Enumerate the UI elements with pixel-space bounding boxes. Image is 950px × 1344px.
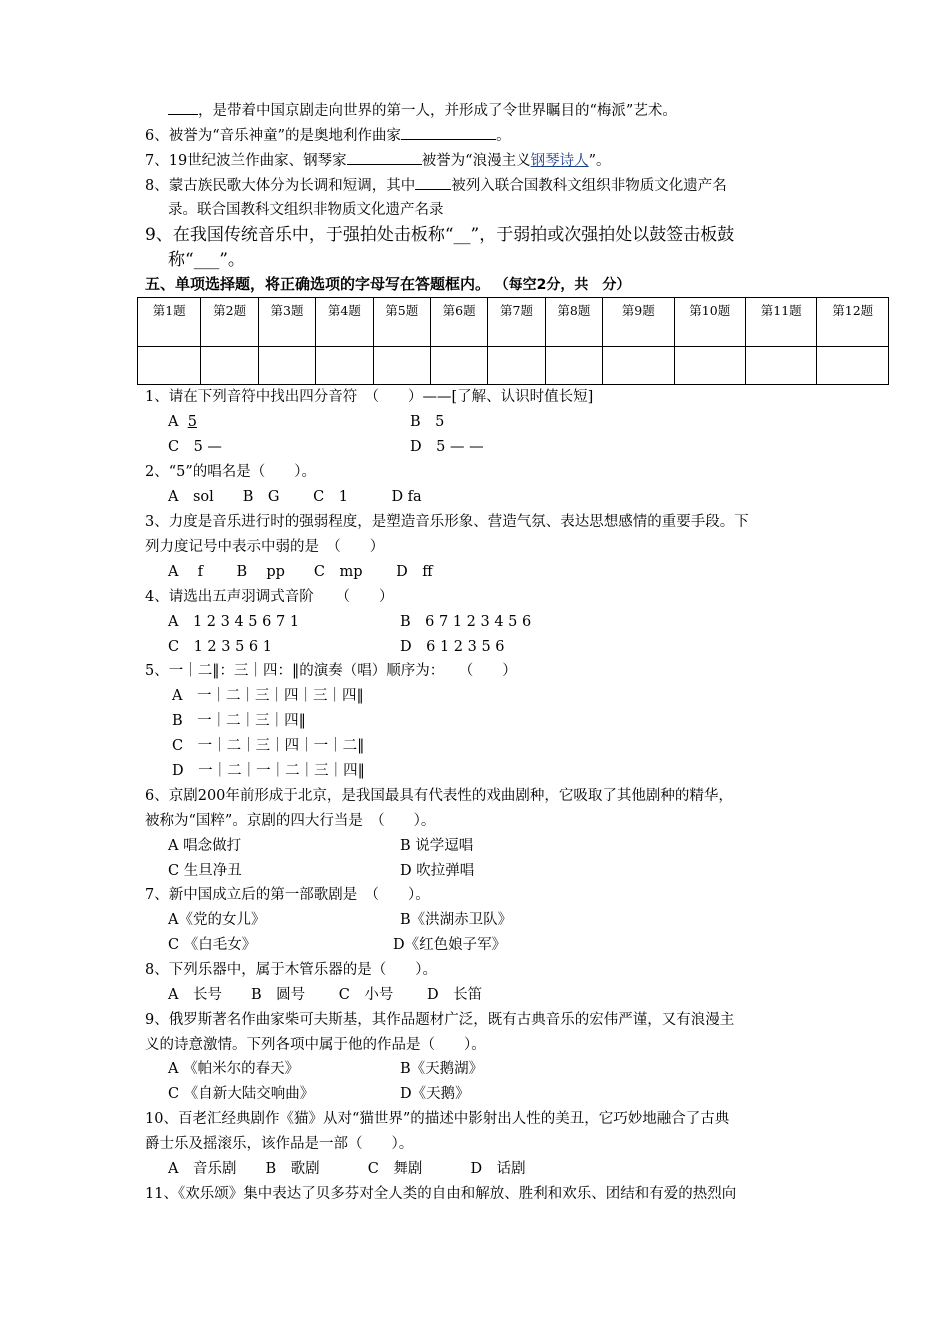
score-note: （每空2分，共 分）: [494, 277, 631, 293]
answer-blank: [401, 125, 496, 140]
answer-cell[interactable]: [674, 347, 745, 385]
q7-option-a: A《党的女儿》: [168, 912, 266, 928]
q4-option-d: D 6 1 2 3 5 6: [400, 639, 505, 655]
q10-options: A 音乐剧 B 歌剧 C 舞剧 D 话剧: [168, 1161, 526, 1177]
q8-options: A 长号 B 圆号 C 小号 D 长笛: [168, 987, 483, 1003]
q7-option-c: C 《白毛女》: [168, 937, 257, 953]
piano-poet-link[interactable]: 钢琴诗人: [530, 153, 589, 169]
q1-option-c: C 5 —: [168, 439, 222, 455]
q11-stem-line1: 11、《欢乐颂》集中表达了贝多芬对全人类的自由和解放、胜利和欢乐、团结和有爱的热烈向: [145, 1186, 737, 1202]
answer-cell[interactable]: [373, 347, 430, 385]
answer-table-header: 第11题: [745, 298, 816, 347]
fill-q5-line: ，是带着中国京剧走向世界的第一人，并形成了令世界瞩目的“梅派”艺术。: [168, 100, 838, 122]
answer-cell[interactable]: [316, 347, 373, 385]
section5-heading: 五、单项选择题，将正确选项的字母写在答题框内。 （每空2分，共 分）: [145, 275, 631, 293]
answer-table-answer-row: [138, 347, 889, 385]
q1-stem: 1、请在下列音符中找出四分音符 （ ）——[了解、认识时值长短]: [145, 389, 594, 405]
q10-stem-line2: 爵士乐及摇滚乐，该作品是一部（ ）。: [145, 1136, 414, 1152]
q9-option-b: B《天鹅湖》: [400, 1061, 484, 1077]
q5-option-c: C 一｜二｜三｜四｜一｜二‖: [172, 738, 365, 754]
answer-cell[interactable]: [201, 347, 258, 385]
answer-cell[interactable]: [138, 347, 201, 385]
q9-option-c: C 《自新大陆交响曲》: [168, 1086, 315, 1102]
q6-option-b: B 说学逗唱: [400, 838, 474, 854]
answer-table-header-row: [138, 298, 889, 347]
answer-cell[interactable]: [488, 347, 545, 385]
q9-option-d: D《天鹅》: [400, 1086, 470, 1102]
q3-stem-line1: 3、力度是音乐进行时的强弱程度，是塑造音乐形象、营造气氛、表达思想感情的重要手段。下: [145, 514, 749, 530]
q6-stem-line2: 被称为“国粹”。京剧的四大行当是 （ ）。: [145, 813, 436, 829]
q4-stem: 4、请选出五声羽调式音阶 （ ）: [145, 589, 394, 605]
answer-cell[interactable]: [258, 347, 315, 385]
q2-options: A sol B G C 1 D fa: [168, 489, 422, 505]
q2-stem: 2、“5”的唱名是（ ）。: [145, 464, 317, 480]
q6-option-a: A 唱念做打: [168, 838, 242, 854]
answer-table-header: 第1题: [138, 298, 201, 347]
answer-table-header: 第8题: [545, 298, 602, 347]
answer-cell[interactable]: [430, 347, 487, 385]
answer-table-header: 第2题: [201, 298, 258, 347]
q3-stem-line2: 列力度记号中表示中弱的是 （ ）: [145, 539, 385, 555]
q6-option-d: D 吹拉弹唱: [400, 863, 475, 879]
answer-table-header: 第9题: [603, 298, 674, 347]
q5-option-d: D 一｜二｜一｜二｜三｜四‖: [172, 763, 365, 779]
answer-table-header: 第10题: [674, 298, 745, 347]
q6-stem-line1: 6、京剧200年前形成于北京，是我国最具有代表性的戏曲剧种，它吸取了其他剧种的精华，: [145, 788, 733, 804]
answer-table-header: 第4题: [316, 298, 373, 347]
answer-table-header: 第5题: [373, 298, 430, 347]
fill-q7: 7、19世纪波兰作曲家、钢琴家 被誉为“浪漫主义钢琴诗人”。: [145, 150, 815, 172]
answer-blank: [168, 100, 198, 115]
q10-stem-line1: 10、百老汇经典剧作《猫》从对“猫世界”的描述中影射出人性的美丑，它巧妙地融合了古典: [145, 1111, 730, 1127]
answer-table-header: 第6题: [430, 298, 487, 347]
q5-option-a: A 一｜二｜三｜四｜三｜四‖: [172, 688, 364, 704]
q7-stem: 7、新中国成立后的第一部歌剧是 （ ）。: [145, 887, 430, 903]
answer-table: [137, 297, 889, 385]
q9-option-a: A 《帕米尔的春天》: [168, 1061, 300, 1077]
q4-option-c: C 1 2 3 5 6 1: [168, 639, 272, 655]
q4-option-b: B 6 7 1 2 3 4 5 6: [400, 614, 532, 630]
q1-option-a: A 5: [168, 414, 197, 430]
q9-stem-line2: 义的诗意激情。下列各项中属于他的作品是（ ）。: [145, 1037, 486, 1053]
q9-stem-line1: 9、俄罗斯著名作曲家柴可夫斯基，其作品题材广泛，既有古典音乐的宏伟严谨，又有浪漫主: [145, 1012, 735, 1028]
answer-cell[interactable]: [745, 347, 816, 385]
answer-cell[interactable]: [817, 347, 889, 385]
fill-q9-line1: 9、在我国传统音乐中，于强拍处击板称“__”，于弱拍或次强拍处以鼓签击板鼓: [145, 225, 735, 245]
answer-cell[interactable]: [603, 347, 674, 385]
q5-stem: 5、一｜二‖：三｜四：‖的演奏（唱）顺序为： （ ）: [145, 663, 517, 679]
q7-option-b: B《洪湖赤卫队》: [400, 912, 513, 928]
answer-table-header: 第7题: [488, 298, 545, 347]
fill-q6: 6、被誉为“音乐神童”的是奥地利作曲家 。: [145, 125, 815, 147]
answer-cell[interactable]: [545, 347, 602, 385]
q1-option-b: B 5: [410, 414, 445, 430]
q5-option-b: B 一｜二｜三｜四‖: [172, 713, 306, 729]
fill-q9-line2: 称“___”。: [168, 250, 245, 270]
answer-table-header: 第3题: [258, 298, 315, 347]
answer-blank: [347, 150, 422, 165]
q4-option-a: A 1 2 3 4 5 6 7 1: [168, 614, 300, 630]
q3-options: A f B pp C mp D ff: [168, 564, 433, 580]
q6-option-c: C 生旦净丑: [168, 863, 242, 879]
answer-table-header: 第12题: [817, 298, 889, 347]
answer-blank: [415, 175, 451, 190]
q8-stem: 8、下列乐器中，属于木管乐器的是（ ）。: [145, 962, 437, 978]
fill-q8-line2: 录。联合国教科文组织非物质文化遗产名录: [168, 202, 444, 218]
fill-q8-line1: 8、蒙古族民歌大体分为长调和短调，其中 被列入联合国教科文组织非物质文化遗产名: [145, 175, 815, 197]
q7-option-d: D《红色娘子军》: [393, 937, 507, 953]
q1-option-d: D 5 — —: [410, 439, 484, 455]
